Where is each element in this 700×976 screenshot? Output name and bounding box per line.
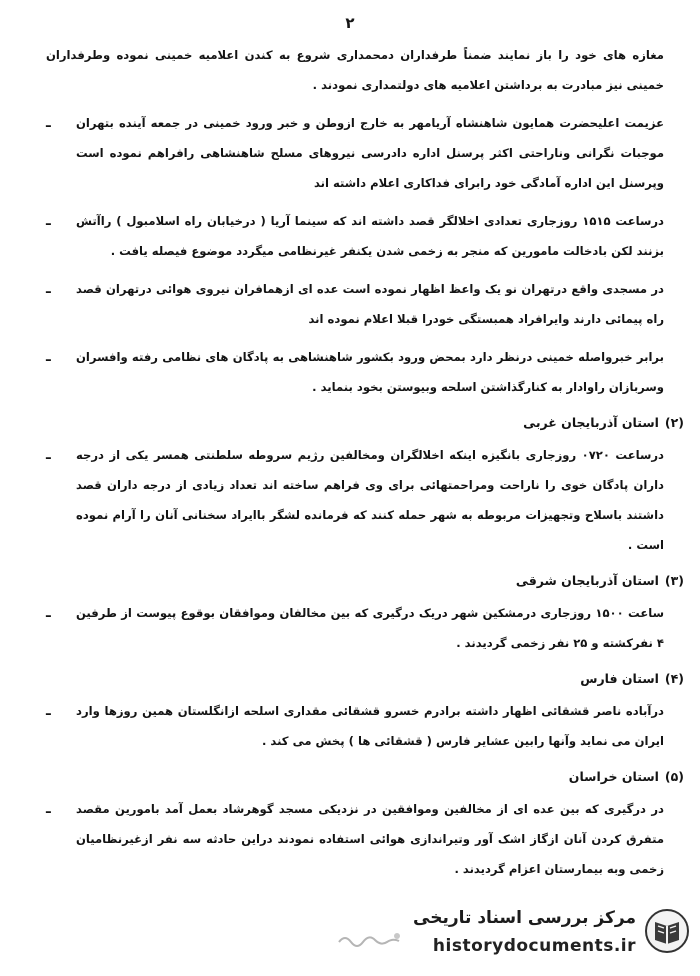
- bulleted-paragraph: [46, 696, 664, 756]
- faint-stamp-mark: [335, 928, 405, 950]
- section-title: استان خراسان: [568, 769, 659, 784]
- watermark: [400, 902, 690, 968]
- watermark-url: historydocuments.ir: [432, 936, 636, 956]
- paragraph-text: در درگیری که بین عده ای از مخالفین وموافقین در نزدیکی مسجد گوهرشاد بعمل آمد بامورین مقصد متفرق کردن آنان ازگاز اشک آور وتیراندازی هوائی استفاده نمودند دراین حادثه سه نفر ازغیرنظامیان زخمی وبه بیمارستان اعزام گردیدند .: [76, 802, 664, 876]
- section-heading: [46, 410, 684, 436]
- dash-bullet: ـ: [46, 213, 51, 229]
- section-number: (۳): [664, 573, 684, 588]
- paragraph-text: ساعت ۱۵۰۰ روزجاری درمشکین شهر دریک درگیری که بین مخالفان وموافقان بوقوع پیوست از طرفین ۴ نفرکشته و ۲۵ نفر زخمی گردیدند .: [76, 606, 665, 650]
- bulleted-paragraph: [46, 440, 664, 560]
- paragraph-text: در مسجدی واقع درتهران نو یک واعظ اظهار نموده است عده ای ازهمافران نیروی هوائی درتهران قصد راه پیمائی دارند وایرافراد همبستگی خودرا قبلا اعلام نموده اند: [76, 282, 664, 326]
- paragraph-text: مغازه های خود را باز نمایند ضمناً طرفداران دمحمداری شروع به کندن اعلامیه خمینی نموده وطرفداران خمینی نیز مبادرت به برداشتن اعلامیه های دولتمداری نمودند .: [46, 48, 664, 92]
- section-number: (۵): [664, 769, 684, 784]
- dash-bullet: ـ: [46, 281, 51, 297]
- section-title: استان آذربایجان شرقی: [515, 573, 659, 588]
- bulleted-paragraph: [46, 794, 664, 884]
- dash-bullet: ـ: [46, 447, 51, 463]
- bulleted-paragraph: [46, 598, 664, 658]
- page-number: ۲: [345, 14, 355, 32]
- dash-bullet: ـ: [46, 605, 51, 621]
- dash-bullet: ـ: [46, 801, 51, 817]
- paragraph-text: عزیمت اعلیحضرت همایون شاهنشاه آریامهر به خارج ازوطن و خبر ورود خمینی در جمعه آینده بتهران موجبات نگرانی وناراحتی اکثر پرسنل اداره دادرسی نیروهای مسلح شاهنشاهی رافراهم نموده است وپرسنل این اداره آمادگی خود رابرای فداکاری اعلام داشته اند: [76, 116, 664, 190]
- paragraph-text: درآباده ناصر قشقائی اظهار داشته برادرم خسرو قشقائی مقداری اسلحه ازانگلستان همین روزها وارد ایران می نماید وآنها رابین عشایر فارس ( قشقائی ها ) پخش می کند .: [76, 704, 664, 748]
- paragraph: [46, 40, 664, 100]
- section-heading: [46, 666, 684, 692]
- bulleted-paragraph: [46, 108, 664, 198]
- section-number: (۴): [664, 671, 684, 686]
- section-number: (۲): [664, 415, 684, 430]
- bulleted-paragraph: [46, 342, 664, 402]
- book-emblem-icon: [644, 908, 690, 954]
- section-title: استان فارس: [580, 671, 659, 686]
- document-body: [46, 40, 684, 892]
- section-heading: [46, 568, 684, 594]
- dash-bullet: ـ: [46, 703, 51, 719]
- bulleted-paragraph: [46, 206, 664, 266]
- paragraph-text: برابر خبرواصله خمینی درنظر دارد بمحض ورود بکشور شاهنشاهی به پادگان های نظامی رفته وافسران وسربازان راوادار به کنارگذاشتن اسلحه وبیوستن بخود بنماید .: [76, 350, 664, 394]
- section-title: استان آذربایجان غربی: [523, 415, 659, 430]
- dash-bullet: ـ: [46, 349, 51, 365]
- paragraph-text: درساعت ۰۷۲۰ روزجاری بانگیزه اینکه اخلالگران ومخالفین رژیم سروطه سلطنتی همسر یکی از درجه داران پادگان خوی را ناراحت ومراحمتهائی برای وی فراهم ساخته اند تعداد زیادی از درجه داران قصد داشتند باسلاح وتجهیزات مربوطه به شهر حمله کنند که فرمانده لشگر باایراد سخنانی آنان را آرام نموده است .: [76, 448, 664, 552]
- dash-bullet: ـ: [46, 115, 51, 131]
- watermark-title: مرکز بررسی اسناد تاریخی: [413, 908, 636, 928]
- bulleted-paragraph: [46, 274, 664, 334]
- paragraph-text: درساعت ۱۵۱۵ روزجاری تعدادی اخلالگر قصد داشته اند که سینما آریا ( درخیابان راه اسلامبول ) راآتش بزنند لکن بادخالت مامورین که منجر به زخمی شدن یکنفر غیرنظامی میگردد موضوع فیصله یافت .: [76, 214, 664, 258]
- section-heading: [46, 764, 684, 790]
